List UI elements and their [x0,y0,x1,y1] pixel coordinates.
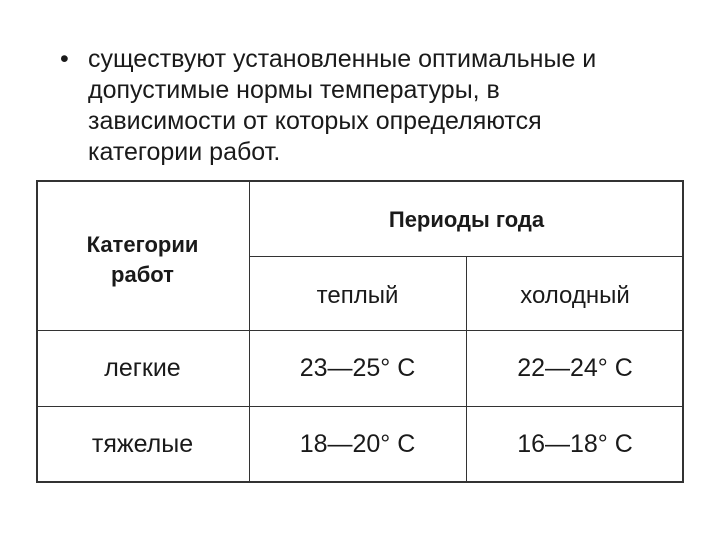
table-divider-subheader [249,256,684,257]
bullet-line: допустимые нормы температуры, в [88,76,500,104]
corner-header [36,210,249,310]
corner-header-line2: работ [111,262,174,287]
corner-header-line1: Категории [86,232,199,257]
row-category-heavy: тяжелые [91,429,194,458]
table-border-top [36,180,684,182]
bullet-line: зависимости от которых определяются [88,107,542,135]
group-header: Периоды года [388,207,545,232]
row-light-cold: 22—24° С [517,353,633,382]
row-light-warm: 23—25° С [299,353,416,382]
row-category-light: легкие [104,353,181,382]
row-heavy-cold: 16—18° С [517,429,633,458]
bullet-line: категории работ. [88,138,281,166]
bullet-paragraph [60,44,680,168]
bullet-marker: • [60,45,69,73]
bullet-text [88,44,680,168]
subheader-warm: теплый [316,282,399,309]
subheader-cold: холодный [520,282,630,309]
temperature-table [36,180,684,483]
bullet-line: существуют установленные оптимальные и [88,45,597,73]
row-heavy-warm: 18—20° С [299,429,416,458]
